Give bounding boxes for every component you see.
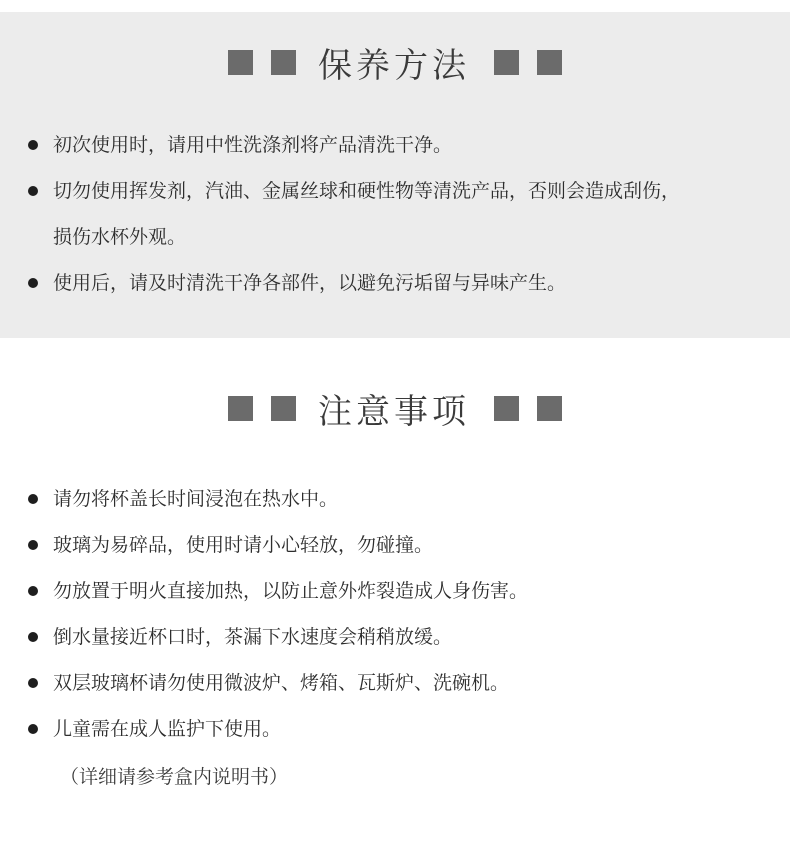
bullet-dot-icon xyxy=(28,494,38,504)
notes-title: 注意事项 xyxy=(318,391,470,432)
square-ornament-icon xyxy=(494,50,519,75)
square-ornament-icon xyxy=(537,396,562,421)
bullet-dot-icon xyxy=(28,540,38,550)
list-item xyxy=(28,260,790,306)
item-text-continuation: 损伤水杯外观。 xyxy=(53,226,187,248)
list-item xyxy=(28,476,790,522)
bullet-dot-icon xyxy=(28,632,38,642)
list-item xyxy=(28,522,790,568)
bullet-dot-icon xyxy=(28,186,38,196)
item-text: 双层玻璃杯请勿使用微波炉、烤箱、瓦斯炉、洗碗机。 xyxy=(53,672,510,694)
care-section xyxy=(0,12,790,338)
notes-list xyxy=(0,476,790,752)
square-ornament-icon xyxy=(271,396,296,421)
notes-heading xyxy=(0,388,790,432)
square-ornament-icon xyxy=(537,50,562,75)
item-text: 勿放置于明火直接加热，以防止意外炸裂造成人身伤害。 xyxy=(53,580,529,602)
item-text: 倒水量接近杯口时，茶漏下水速度会稍稍放缓。 xyxy=(53,626,453,648)
bullet-dot-icon xyxy=(28,724,38,734)
item-text: 使用后，请及时清洗干净各部件，以避免污垢留与异味产生。 xyxy=(53,272,567,294)
list-item xyxy=(28,168,790,260)
notes-section xyxy=(0,338,790,850)
list-item xyxy=(28,122,790,168)
item-text: 儿童需在成人监护下使用。 xyxy=(53,718,282,740)
top-spacer xyxy=(0,0,790,12)
square-ornament-icon xyxy=(228,50,253,75)
square-ornament-icon xyxy=(228,396,253,421)
manual-footnote: （详细请参考盒内说明书） xyxy=(60,766,289,788)
care-title: 保养方法 xyxy=(318,45,470,86)
bullet-dot-icon xyxy=(28,278,38,288)
list-item xyxy=(28,614,790,660)
bullet-dot-icon xyxy=(28,140,38,150)
list-item xyxy=(28,660,790,706)
bullet-dot-icon xyxy=(28,678,38,688)
item-text: 请勿将杯盖长时间浸泡在热水中。 xyxy=(53,488,339,510)
care-list xyxy=(0,122,790,306)
care-heading xyxy=(0,42,790,86)
list-item xyxy=(28,568,790,614)
item-text: 玻璃为易碎品，使用时请小心轻放，勿碰撞。 xyxy=(53,534,434,556)
item-text: 初次使用时，请用中性洗涤剂将产品清洗干净。 xyxy=(53,134,453,156)
item-text: 切勿使用挥发剂，汽油、金属丝球和硬性物等清洗产品，否则会造成刮伤， xyxy=(53,180,681,202)
square-ornament-icon xyxy=(271,50,296,75)
square-ornament-icon xyxy=(494,396,519,421)
bullet-dot-icon xyxy=(28,586,38,596)
list-item xyxy=(28,706,790,752)
